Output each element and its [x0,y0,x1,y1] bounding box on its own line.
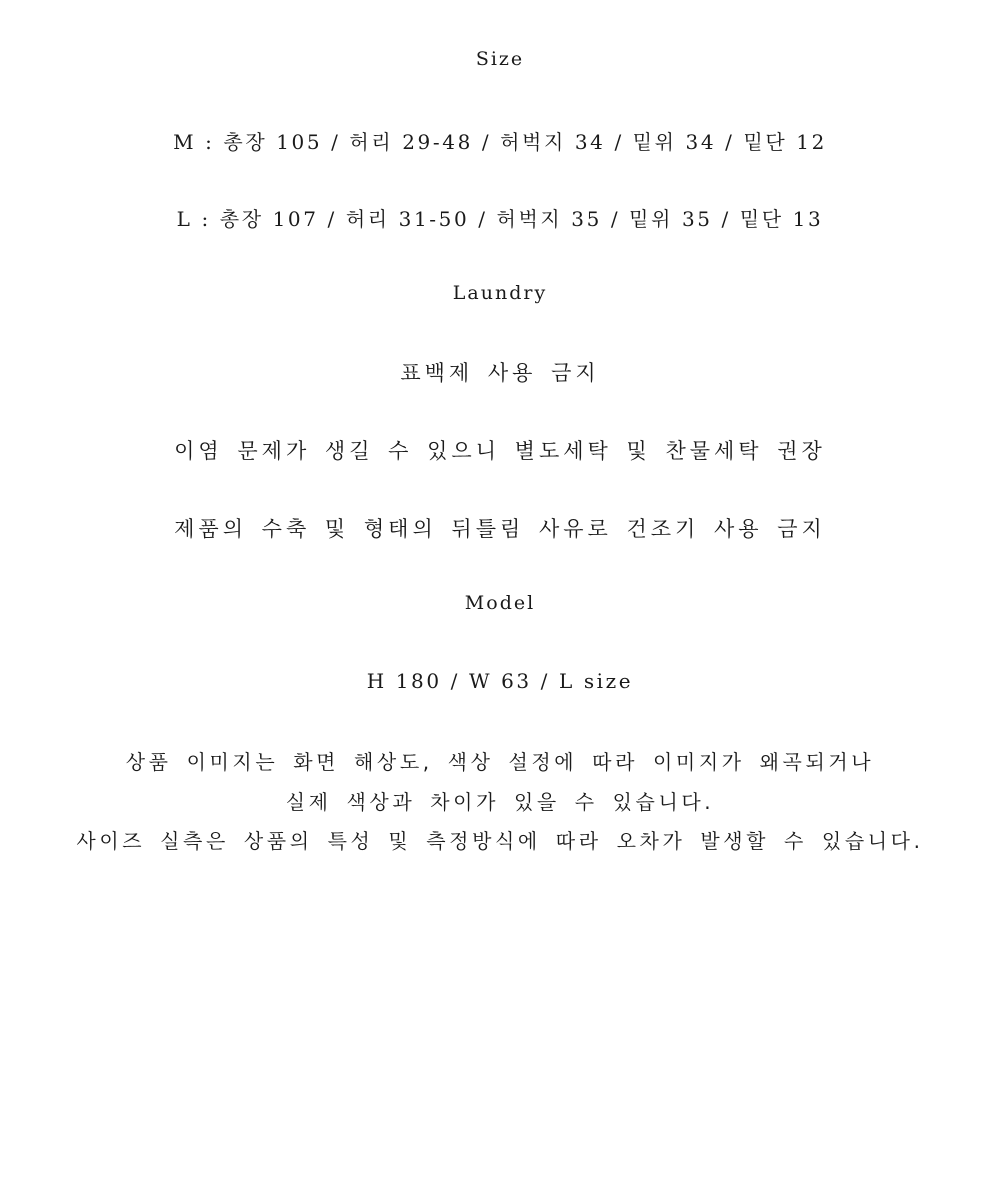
size-row-m: M : 총장 105 / 허리 29-48 / 허벅지 34 / 밑위 34 / 밑단 12 [173,130,827,154]
model-info: H 180 / W 63 / L size [366,669,634,693]
notice-line-3: 사이즈 실측은 상품의 특성 및 측정방식에 따라 오차가 발생할 수 있습니다. [76,829,924,853]
notice-line-2: 실제 색상과 차이가 있을 수 있습니다. [285,790,715,814]
laundry-heading: Laundry [452,282,548,304]
size-row-l: L : 총장 107 / 허리 31-50 / 허벅지 35 / 밑위 35 / 밑단 13 [176,207,824,231]
size-heading: Size [475,48,525,70]
laundry-item-no-dryer: 제품의 수축 및 형태의 뒤틀림 사유로 건조기 사용 금지 [174,517,826,541]
laundry-item-separate-wash: 이염 문제가 생길 수 있으니 별도세탁 및 찬물세탁 권장 [174,439,826,463]
laundry-item-no-bleach: 표백제 사용 금지 [400,361,600,385]
model-heading: Model [464,592,536,614]
notice-line-1: 상품 이미지는 화면 해상도, 색상 설정에 따라 이미지가 왜곡되거나 [125,750,875,774]
